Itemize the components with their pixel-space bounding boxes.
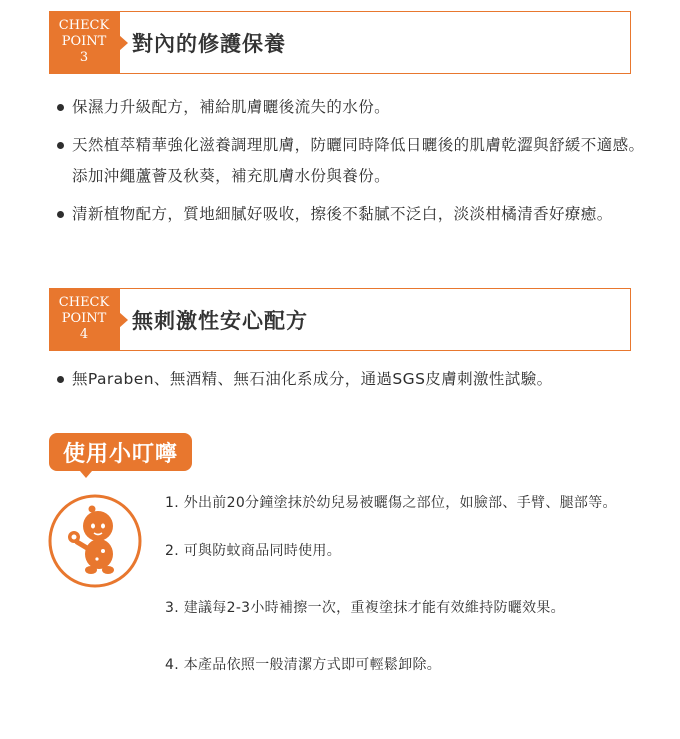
- badge-point-label: POINT: [61, 311, 107, 326]
- checkpoint-4-badge: [49, 288, 120, 351]
- tip-item: 1. 外出前20分鐘塗抹於幼兒易被曬傷之部位，如臉部、手臂、腿部等。: [165, 495, 617, 511]
- checkpoint-3-bullets: [56, 92, 656, 230]
- badge-check-label: CHECK: [58, 18, 110, 33]
- checkpoint-3-header: [49, 11, 631, 74]
- tips-title: 使用小叮嚀: [63, 441, 179, 467]
- tips-list: [165, 490, 645, 678]
- badge-point-label: POINT: [61, 34, 107, 49]
- tip-item: 3. 建議每2-3小時補擦一次，重複塗抹才能有效維持防曬效果。: [165, 600, 565, 616]
- checkpoint-4-title: 無刺激性安心配方: [132, 308, 308, 333]
- tip-item: 2. 可與防蚊商品同時使用。: [165, 543, 342, 559]
- badge-arrow: [119, 35, 128, 51]
- tips-title-tag: [49, 433, 192, 471]
- checkpoint-4-bullets: [56, 364, 656, 395]
- bullet-item: 無Paraben、無酒精、無石油化系成分，通過SGS皮膚刺激性試驗。: [56, 364, 656, 395]
- tips-tag-arrow: [80, 471, 92, 478]
- badge-arrow: [119, 312, 128, 328]
- checkpoint-3-title: 對內的修護保養: [132, 31, 286, 56]
- badge-number: 3: [79, 50, 89, 65]
- bullet-item: 清新植物配方，質地細膩好吸收，擦後不黏膩不泛白，淡淡柑橘清香好療癒。: [56, 199, 656, 230]
- checkpoint-4-header: [49, 288, 631, 351]
- badge-number: 4: [79, 327, 89, 342]
- tip-item: 4. 本產品依照一般清潔方式即可輕鬆卸除。: [165, 657, 442, 673]
- baby-mascot-icon: [47, 493, 143, 589]
- bullet-item: 保濕力升級配方，補給肌膚曬後流失的水份。: [56, 92, 656, 123]
- badge-check-label: CHECK: [58, 295, 110, 310]
- checkpoint-3-badge: [49, 11, 120, 74]
- bullet-item: 天然植萃精華強化滋養調理肌膚，防曬同時降低日曬後的肌膚乾澀與舒緩不適感。添加沖繩蘆薈及秋葵，補充肌膚水份與養份。: [56, 130, 656, 192]
